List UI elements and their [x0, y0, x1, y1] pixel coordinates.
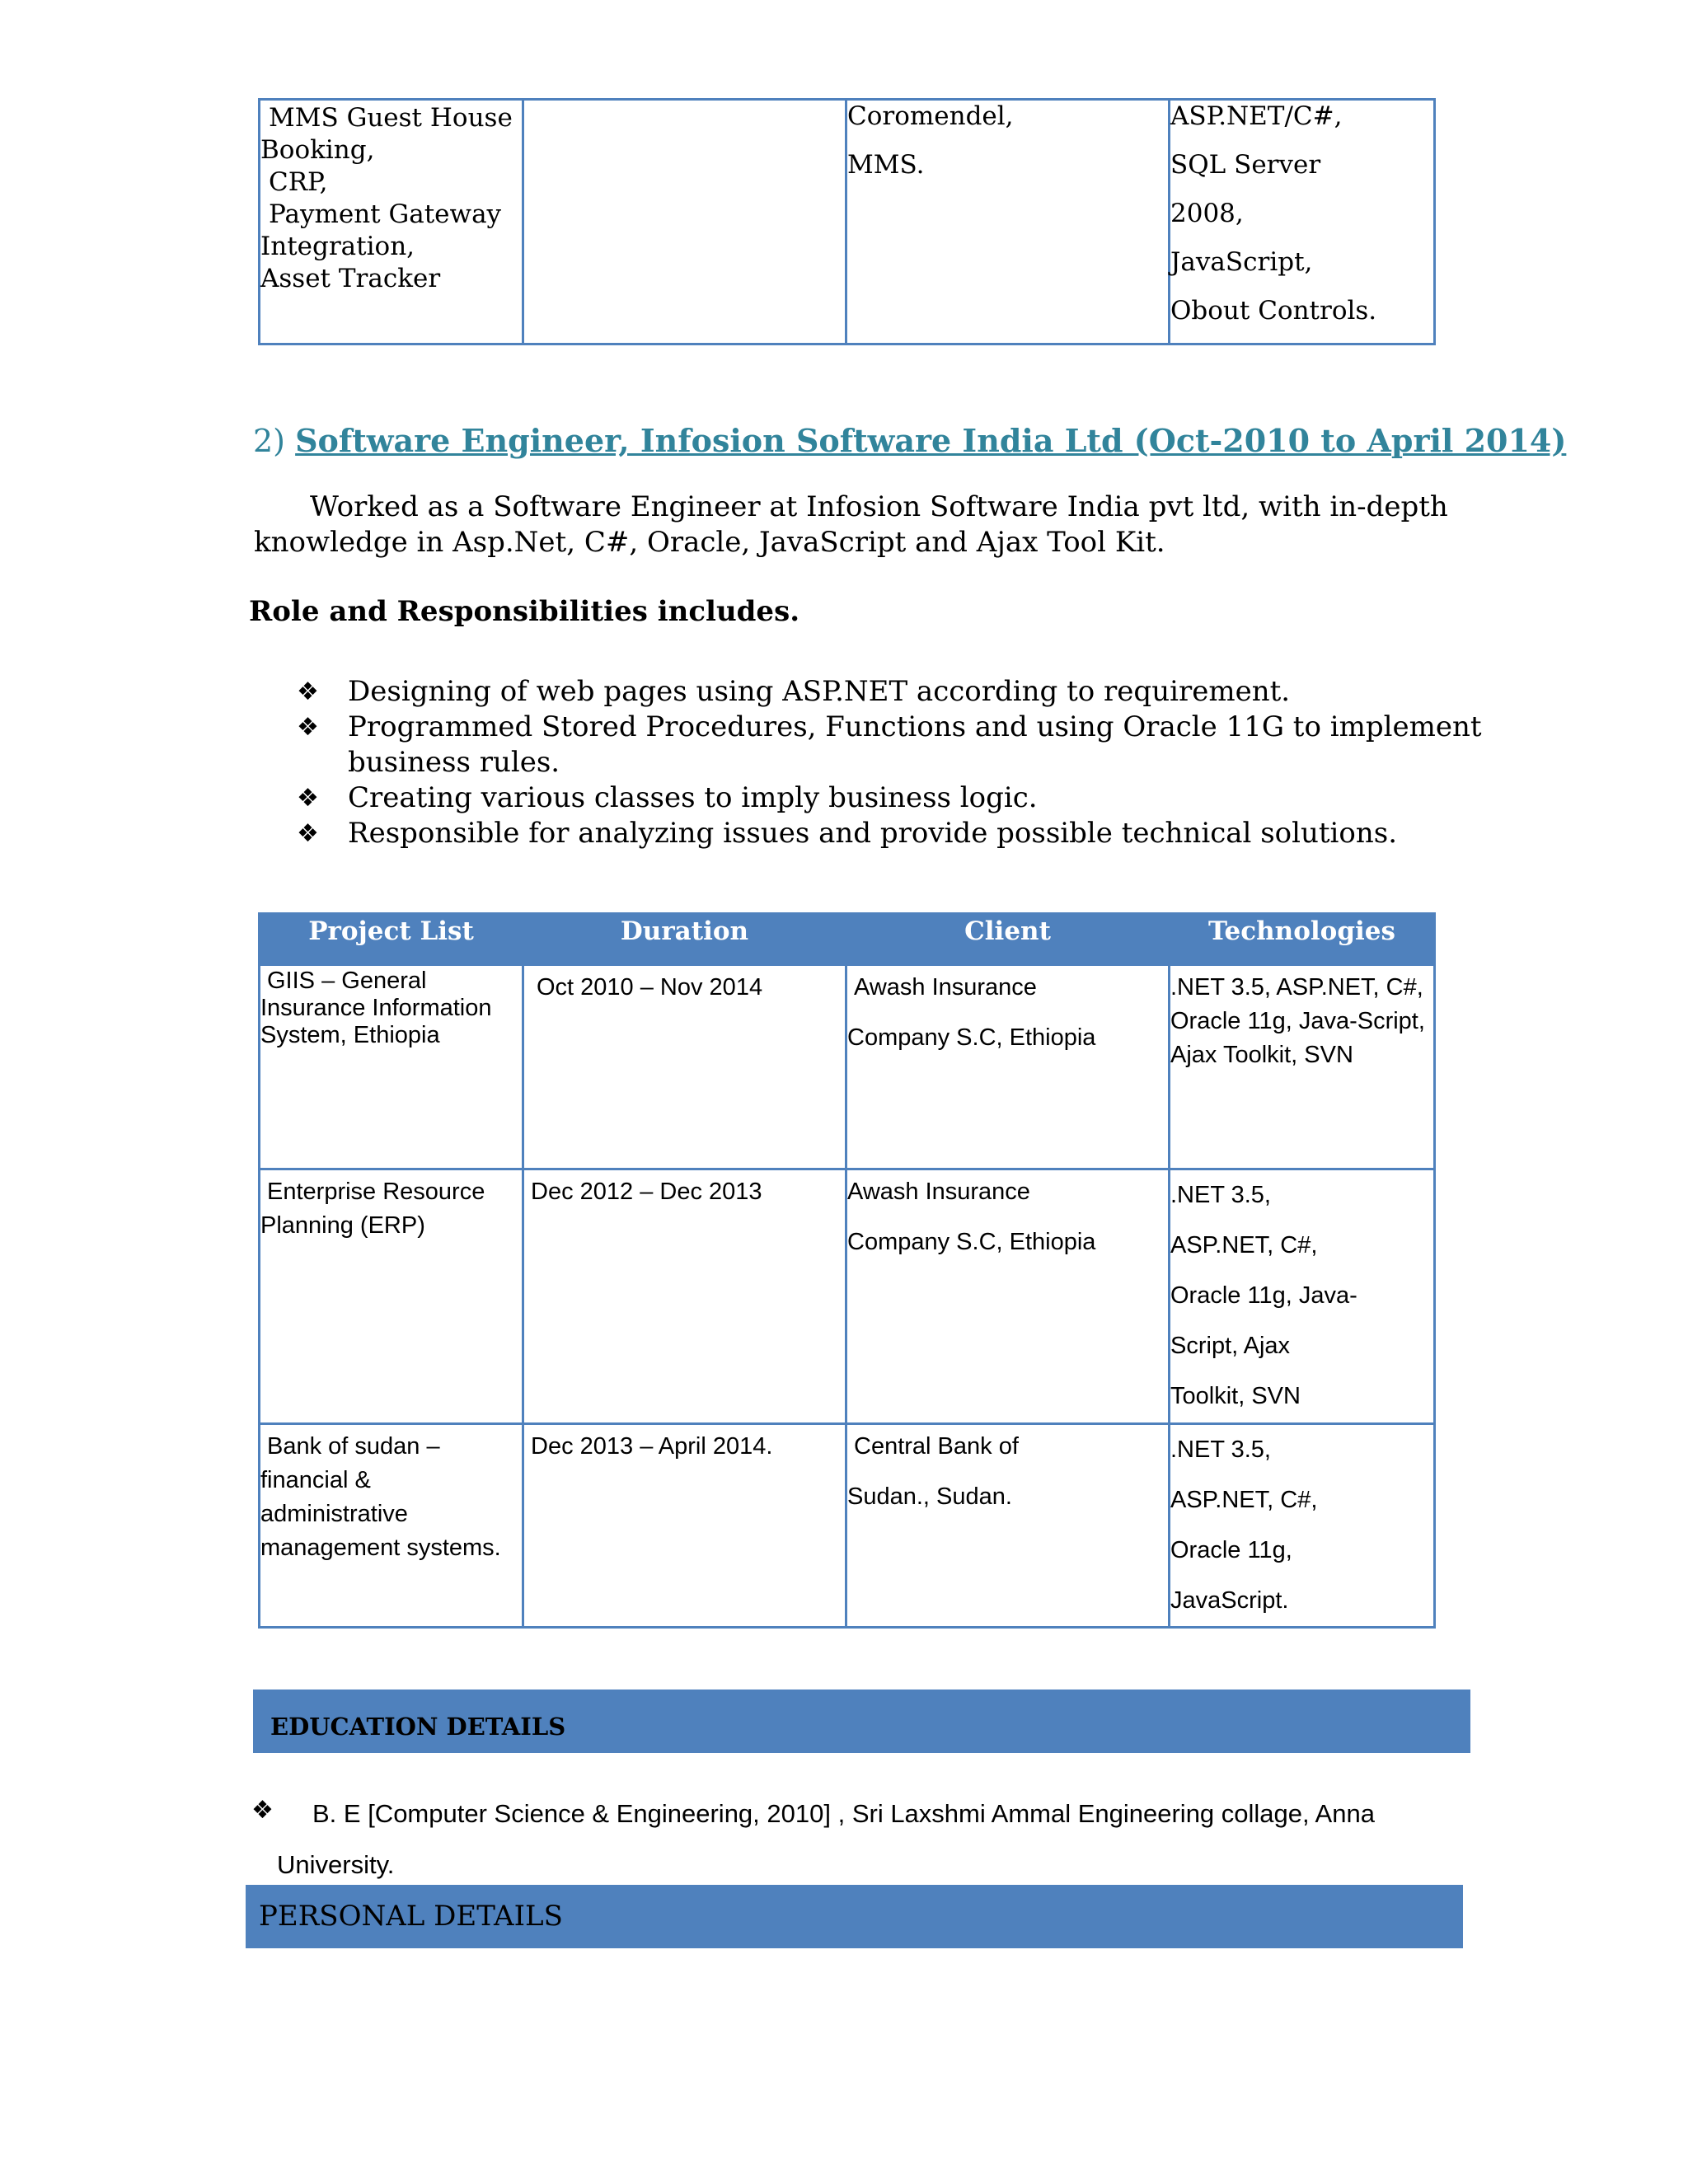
table-row: [260, 100, 1435, 344]
technologies-cell: [1170, 1424, 1435, 1628]
project-cell: [260, 1424, 523, 1628]
column-header: Project List: [260, 914, 523, 965]
technologies-cell: [1170, 1169, 1435, 1424]
tech-line: SQL Server: [1170, 150, 1321, 180]
table-row: [260, 1169, 1435, 1424]
responsibility-text: Programmed Stored Procedures, Functions and using Oracle 11G to implement business rules.: [348, 710, 1482, 779]
client-line: Company S.C, Ethiopia: [847, 1229, 1096, 1255]
duration-cell: Dec 2013 – April 2014.: [523, 1424, 846, 1628]
project-line: administrative: [260, 1501, 408, 1527]
tech-line: .NET 3.5, ASP.NET, C#,: [1170, 974, 1423, 1001]
diamond-bullet-icon: ❖: [297, 784, 319, 813]
duration-cell: [523, 100, 846, 344]
table-header-row: [260, 914, 1435, 965]
education-section-bar: [253, 1690, 1470, 1753]
diamond-bullet-icon: ❖: [297, 819, 319, 848]
tech-line: Oracle 11g, Java-: [1170, 1282, 1357, 1309]
tech-line: 2008,: [1170, 199, 1244, 228]
client-line: Coromendel,: [847, 101, 1014, 131]
list-item: [297, 816, 1500, 851]
client-cell: [846, 100, 1170, 344]
diamond-bullet-icon: ❖: [297, 677, 319, 706]
project-line: Bank of sudan –: [267, 1433, 440, 1460]
client-cell: [846, 965, 1170, 1169]
project-line: Asset Tracker: [260, 264, 441, 293]
project-cell: [260, 965, 523, 1169]
project-cell: [260, 100, 523, 344]
project-line: Planning (ERP): [260, 1212, 425, 1239]
client-line: Sudan., Sudan.: [847, 1483, 1012, 1510]
project-line: MMS Guest House: [269, 103, 513, 133]
project-table: [258, 912, 1436, 1629]
tech-line: ASP.NET, C#,: [1170, 1487, 1318, 1513]
education-item: [251, 1788, 1488, 1891]
tech-line: Ajax Toolkit, SVN: [1170, 1042, 1353, 1068]
client-cell: [846, 1424, 1170, 1628]
tech-line: Obout Controls.: [1170, 296, 1377, 326]
education-text-continued: University.: [277, 1850, 395, 1879]
technologies-cell: [1170, 965, 1435, 1169]
project-line: CRP,: [269, 167, 328, 197]
job-title-link[interactable]: Software Engineer, Infosion Software India Ltd (Oct-2010 to April 2014): [295, 422, 1567, 459]
responsibility-text: Responsible for analyzing issues and provide possible technical solutions.: [348, 817, 1398, 850]
table-row: [260, 965, 1435, 1169]
client-line: Awash Insurance: [847, 1179, 1030, 1205]
project-line: Payment Gateway: [269, 199, 502, 229]
project-line: Booking,: [260, 135, 375, 165]
tech-line: JavaScript,: [1170, 247, 1313, 277]
column-header: Duration: [523, 914, 846, 965]
project-line: financial &: [260, 1467, 371, 1493]
project-cell: [260, 1169, 523, 1424]
client-line: Awash Insurance: [854, 974, 1037, 1001]
diamond-bullet-icon: ❖: [251, 1796, 274, 1825]
education-section-title: EDUCATION DETAILS: [270, 1713, 566, 1741]
diamond-bullet-icon: ❖: [297, 713, 319, 742]
responsibilities-list: [297, 674, 1500, 851]
list-item: [297, 710, 1500, 780]
tech-line: Script, Ajax: [1170, 1333, 1291, 1359]
tech-line: JavaScript.: [1170, 1587, 1289, 1614]
duration-cell: Oct 2010 – Nov 2014: [523, 965, 846, 1169]
responsibility-text: Creating various classes to imply business logic.: [348, 781, 1038, 814]
tech-line: Toolkit, SVN: [1170, 1383, 1301, 1409]
table-row: [260, 1424, 1435, 1628]
client-line: Company S.C, Ethiopia: [847, 1024, 1096, 1051]
project-line: System, Ethiopia: [260, 1022, 440, 1048]
previous-projects-table: [258, 98, 1436, 345]
job-summary-line: knowledge in Asp.Net, C#, Oracle, JavaScript and Ajax Tool Kit.: [254, 526, 1165, 559]
role-heading: Role and Responsibilities includes.: [249, 595, 800, 628]
education-text: B. E [Computer Science & Engineering, 2010] , Sri Laxshmi Ammal Engineering collage, Anna: [312, 1799, 1375, 1828]
tech-line: Oracle 11g,: [1170, 1537, 1292, 1563]
project-line: Enterprise Resource: [267, 1179, 485, 1205]
column-header: Technologies: [1170, 914, 1435, 965]
job-number: 2): [253, 423, 286, 459]
project-line: Integration,: [260, 232, 415, 261]
job-summary: [254, 490, 1573, 560]
responsibility-text: Designing of web pages using ASP.NET according to requirement.: [348, 675, 1291, 708]
duration-cell: Dec 2012 – Dec 2013: [523, 1169, 846, 1424]
tech-line: ASP.NET/C#,: [1170, 101, 1343, 131]
client-line: Central Bank of: [854, 1433, 1019, 1460]
project-line: management systems.: [260, 1535, 501, 1561]
tech-line: ASP.NET, C#,: [1170, 1232, 1318, 1258]
client-line: MMS.: [847, 150, 925, 180]
list-item: [251, 1788, 1488, 1840]
client-cell: [846, 1169, 1170, 1424]
column-header: Client: [846, 914, 1170, 965]
job-heading: [253, 422, 1566, 459]
tech-line: Oracle 11g, Java-Script,: [1170, 1008, 1425, 1034]
personal-section-title: PERSONAL DETAILS: [259, 1900, 563, 1933]
tech-line: .NET 3.5,: [1170, 1182, 1271, 1208]
list-item: [297, 780, 1500, 816]
list-item: [297, 674, 1500, 710]
project-line: Insurance Information: [260, 995, 492, 1021]
project-line: GIIS – General: [267, 968, 427, 994]
job-summary-line: Worked as a Software Engineer at Infosion Software India pvt ltd, with in-depth: [310, 490, 1448, 523]
tech-line: .NET 3.5,: [1170, 1436, 1271, 1463]
personal-section-bar: [246, 1885, 1463, 1948]
technologies-cell: [1170, 100, 1435, 344]
